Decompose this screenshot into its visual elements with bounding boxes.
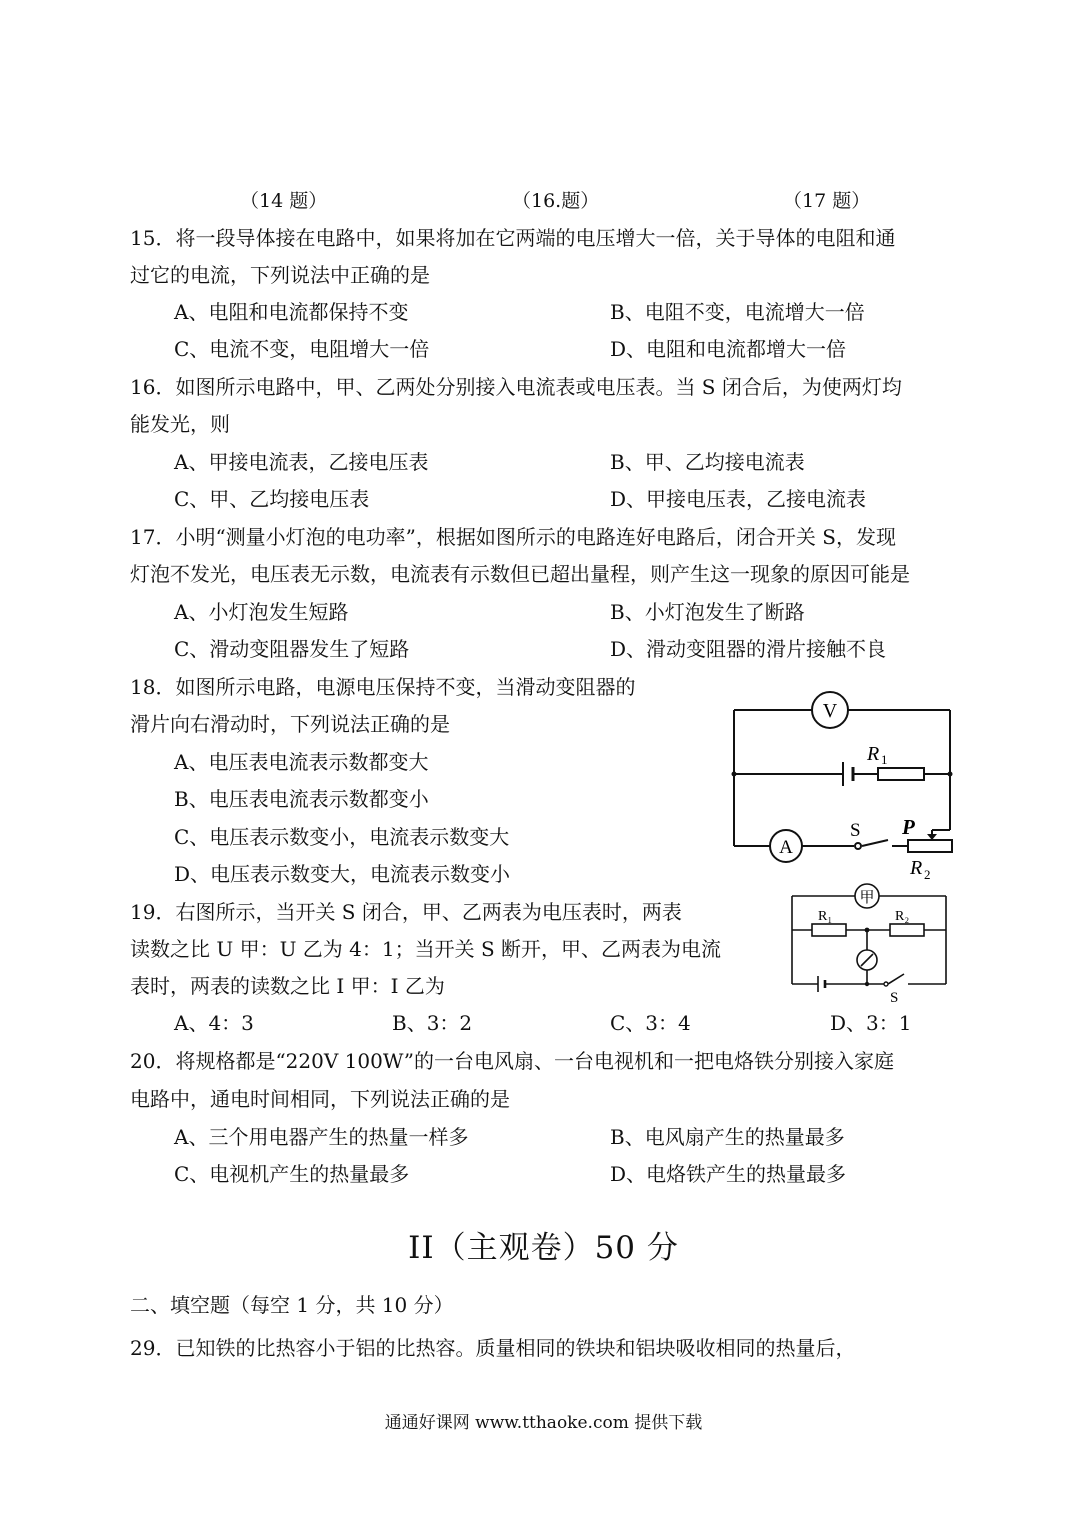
question-15-line-1: 15．将一段导体接在电路中，如果将加在它两端的电压增大一倍，关于导体的电阻和通 — [130, 226, 896, 250]
section-title: II（主观卷）50 分 — [408, 1230, 679, 1266]
question-18-line-2: 滑片向右滑动时，下列说法正确的是 — [130, 712, 450, 736]
question-17-option-d: D、滑动变阻器的滑片接触不良 — [610, 637, 887, 661]
ammeter-label: A — [779, 837, 793, 858]
question-15-option-c: C、电流不变，电阻增大一倍 — [174, 337, 430, 361]
question-17-line-2: 灯泡不发光，电压表无示数，电流表有示数但已超出量程，则产生这一现象的原因可能是 — [130, 562, 910, 586]
voltmeter-label: V — [822, 700, 838, 722]
question-19-option-b: B、3：2 — [392, 1011, 473, 1035]
question-16-option-d: D、甲接电压表，乙接电流表 — [610, 487, 867, 511]
question-18-option-a: A、电压表电流表示数都变大 — [174, 750, 429, 774]
r2-label: R — [910, 857, 923, 879]
switch-label-19: S — [890, 990, 899, 1005]
question-18-option-c: C、电压表示数变小，电流表示数变大 — [174, 825, 510, 849]
figure-label-16: （16.题） — [512, 190, 600, 212]
fill-blank-heading: 二、填空题（每空 1 分，共 10 分） — [130, 1293, 454, 1317]
question-19-line-3: 表时，两表的读数之比 I 甲：I 乙为 — [130, 974, 445, 998]
question-15-line-2: 过它的电流，下列说法中正确的是 — [130, 263, 430, 287]
question-16-line-2: 能发光，则 — [130, 412, 230, 436]
r1-label: R — [867, 743, 880, 765]
question-29-line-1: 29．已知铁的比热容小于铝的比热容。质量相同的铁块和铝块吸收相同的热量后， — [130, 1336, 856, 1360]
question-15-option-d: D、电阻和电流都增大一倍 — [610, 337, 847, 361]
question-20-option-a: A、三个用电器产生的热量一样多 — [174, 1125, 469, 1149]
figure-label-14: （14 题） — [240, 190, 328, 212]
question-15-option-a: A、电阻和电流都保持不变 — [174, 300, 409, 324]
question-20-option-d: D、电烙铁产生的热量最多 — [610, 1162, 847, 1186]
question-20-line-2: 电路中，通电时间相同，下列说法正确的是 — [130, 1087, 510, 1111]
question-17-option-b: B、小灯泡发生了断路 — [610, 600, 805, 624]
circuit-diagram-19 — [780, 880, 960, 1005]
switch-label-18: S — [850, 820, 861, 841]
question-20-option-b: B、电风扇产生的热量最多 — [610, 1125, 845, 1149]
slider-label: P — [902, 815, 915, 839]
question-19-line-2: 读数之比 U 甲：U 乙为 4：1；当开关 S 断开，甲、乙两表为电流 — [130, 937, 722, 961]
question-19-line-1: 19．右图所示，当开关 S 闭合，甲、乙两表为电压表时，两表 — [130, 900, 682, 924]
question-18-line-1: 18．如图所示电路，电源电压保持不变，当滑动变阻器的 — [130, 675, 636, 699]
question-19-option-c: C、3：4 — [610, 1011, 691, 1035]
meter-jia-label: 甲 — [859, 890, 875, 906]
figure-label-17: （17 题） — [783, 190, 871, 212]
footer-credit: 通通好课网 www.tthaoke.com 提供下载 — [384, 1413, 703, 1433]
r2-subscript: 2 — [924, 867, 931, 882]
question-17-line-1: 17．小明“测量小灯泡的电功率”，根据如图所示的电路连好电路后，闭合开关 S，发现 — [130, 525, 896, 549]
question-18-option-b: B、电压表电流表示数都变小 — [174, 787, 429, 811]
question-16-option-c: C、甲、乙均接电压表 — [174, 487, 370, 511]
question-16-option-b: B、甲、乙均接电流表 — [610, 450, 805, 474]
question-16-line-1: 16．如图所示电路中，甲、乙两处分别接入电流表或电压表。当 S 闭合后，为使两灯均 — [130, 375, 902, 399]
question-19-option-a: A、4：3 — [174, 1011, 254, 1035]
question-17-option-c: C、滑动变阻器发生了短路 — [174, 637, 410, 661]
r1-label-19: R₁ — [818, 909, 833, 924]
question-20-line-1: 20．将规格都是“220V 100W”的一台电风扇、一台电视机和一把电烙铁分别接入家庭 — [130, 1049, 894, 1073]
circuit-diagram-18 — [720, 690, 960, 885]
question-17-option-a: A、小灯泡发生短路 — [174, 600, 349, 624]
r2-label-19: R₂ — [895, 909, 910, 924]
question-20-option-c: C、电视机产生的热量最多 — [174, 1162, 410, 1186]
question-18-option-d: D、电压表示数变大，电流表示数变小 — [174, 862, 511, 886]
question-15-option-b: B、电阻不变，电流增大一倍 — [610, 300, 865, 324]
r1-subscript: 1 — [881, 752, 888, 767]
question-19-option-d: D、3：1 — [830, 1011, 912, 1035]
question-16-option-a: A、甲接电流表，乙接电压表 — [174, 450, 429, 474]
